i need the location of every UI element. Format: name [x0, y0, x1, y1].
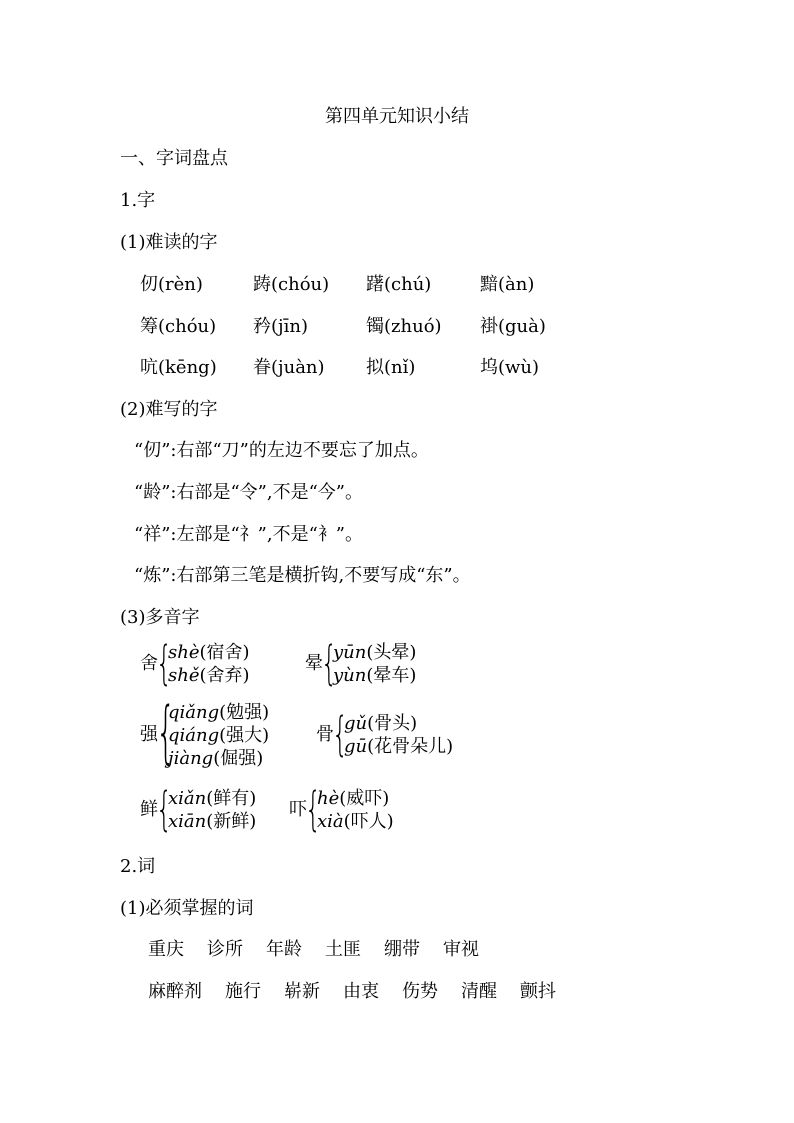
- example-word: (晕车): [366, 665, 417, 686]
- hard-read-item: 镯(zhuó): [366, 316, 442, 337]
- subheading-hard-to-write: (2)难写的字: [120, 399, 218, 420]
- section-heading-words: 一、字词盘点: [120, 148, 228, 169]
- left-brace: {: [156, 636, 173, 690]
- reading-line: [168, 667, 250, 685]
- hard-read-item: 筹(chóu): [140, 316, 217, 337]
- reading-line: [317, 790, 389, 808]
- word-row-2: [148, 983, 579, 1001]
- subheading-must-master: (1)必须掌握的词: [120, 898, 254, 919]
- hard-read-item: 坞(wù): [480, 357, 540, 378]
- reading-line: [344, 738, 453, 756]
- polyphonic-group: [140, 782, 280, 836]
- page-title: 第四单元知识小结: [325, 106, 469, 127]
- polyphonic-group: [140, 693, 300, 772]
- pinyin: jiàng: [168, 748, 214, 769]
- vocab-word: 伤势: [402, 981, 438, 1002]
- polyphonic-char: 舍: [140, 653, 158, 674]
- vocab-word: 清醒: [461, 981, 497, 1002]
- hard-read-item: 矜(jīn): [253, 316, 308, 337]
- example-word: (鲜有): [206, 788, 257, 809]
- word-row-1: [148, 941, 502, 959]
- hard-read-item: 躇(chú): [366, 274, 432, 295]
- reading-line: [168, 813, 256, 831]
- pinyin: xiān: [168, 811, 207, 832]
- polyphonic-char: 强: [140, 724, 158, 745]
- subheading-polyphonic: (3)多音字: [120, 607, 200, 628]
- hard-read-item: 踌(chóu): [253, 274, 330, 295]
- vocab-word: 施行: [225, 981, 261, 1002]
- hard-read-item: 黯(àn): [480, 274, 535, 295]
- example-word: (头晕): [366, 642, 417, 663]
- polyphonic-group: [289, 782, 429, 836]
- hard-read-item: 拟(nǐ): [366, 357, 416, 378]
- pinyin: qiǎng: [168, 702, 220, 723]
- pinyin: yūn: [333, 642, 367, 663]
- vocab-word: 土匪: [325, 939, 361, 960]
- example-word: (新鲜): [206, 811, 257, 832]
- vocab-word: 由衷: [343, 981, 379, 1002]
- vocab-word: 颤抖: [520, 981, 556, 1002]
- left-brace: {: [156, 782, 173, 836]
- subheading-characters: 1.字: [120, 190, 156, 211]
- reading-line: [333, 644, 416, 662]
- example-word: (强大): [219, 725, 270, 746]
- example-word: (舍弃): [199, 665, 250, 686]
- pinyin: shè: [168, 642, 200, 663]
- pinyin: shě: [168, 665, 200, 686]
- polyphonic-group: [316, 707, 486, 761]
- vocab-word: 麻醉剂: [148, 981, 202, 1002]
- example-word: (花骨朵儿): [367, 736, 454, 757]
- reading-line: [168, 727, 269, 745]
- subheading-hard-to-read: (1)难读的字: [120, 232, 218, 253]
- reading-line: [333, 667, 416, 685]
- hard-read-item: 仞(rèn): [140, 274, 203, 295]
- polyphonic-group: [305, 636, 445, 690]
- vocab-word: 审视: [443, 939, 479, 960]
- polyphonic-char: 吓: [289, 799, 307, 820]
- reading-line: [317, 813, 394, 831]
- example-word: (吓人): [343, 811, 394, 832]
- pinyin: gǔ: [344, 713, 368, 734]
- polyphonic-char: 晕: [305, 653, 323, 674]
- hard-write-note: “龄”:右部是“令”,不是“今”。: [134, 482, 363, 503]
- vocab-word: 绷带: [384, 939, 420, 960]
- reading-line: [168, 790, 256, 808]
- reading-line: [344, 715, 417, 733]
- subheading-words: 2.词: [120, 856, 156, 877]
- example-word: (宿舍): [199, 642, 250, 663]
- pinyin: xià: [317, 811, 344, 832]
- pinyin: xiǎn: [168, 788, 207, 809]
- left-brace: {: [156, 693, 176, 772]
- vocab-word: 诊所: [207, 939, 243, 960]
- hard-write-note: “炼”:右部第三笔是横折钩,不要写成“东”。: [134, 565, 471, 586]
- example-word: (威吓): [339, 788, 390, 809]
- reading-line: [168, 644, 250, 662]
- example-word: (倔强): [213, 748, 264, 769]
- hard-read-item: 眷(juàn): [253, 357, 325, 378]
- vocab-word: 年龄: [266, 939, 302, 960]
- vocab-word: 崭新: [284, 981, 320, 1002]
- left-brace: {: [321, 636, 338, 690]
- hard-write-note: “祥”:左部是“礻”,不是“衤”。: [134, 524, 363, 545]
- example-word: (勉强): [219, 702, 270, 723]
- hard-read-item: 吭(kēng): [140, 357, 217, 378]
- left-brace: {: [332, 707, 349, 761]
- reading-line: [168, 750, 263, 768]
- polyphonic-group: [140, 636, 280, 690]
- pinyin: hè: [317, 788, 340, 809]
- pinyin: yùn: [333, 665, 367, 686]
- reading-line: [168, 704, 269, 722]
- hard-write-note: “仞”:右部“刀”的左边不要忘了加点。: [134, 440, 429, 461]
- pinyin: gū: [344, 736, 368, 757]
- hard-read-item: 褂(guà): [480, 316, 546, 337]
- polyphonic-char: 鲜: [140, 799, 158, 820]
- pinyin: qiáng: [168, 725, 220, 746]
- left-brace: {: [305, 782, 322, 836]
- example-word: (骨头): [367, 713, 418, 734]
- vocab-word: 重庆: [148, 939, 184, 960]
- polyphonic-char: 骨: [316, 724, 334, 745]
